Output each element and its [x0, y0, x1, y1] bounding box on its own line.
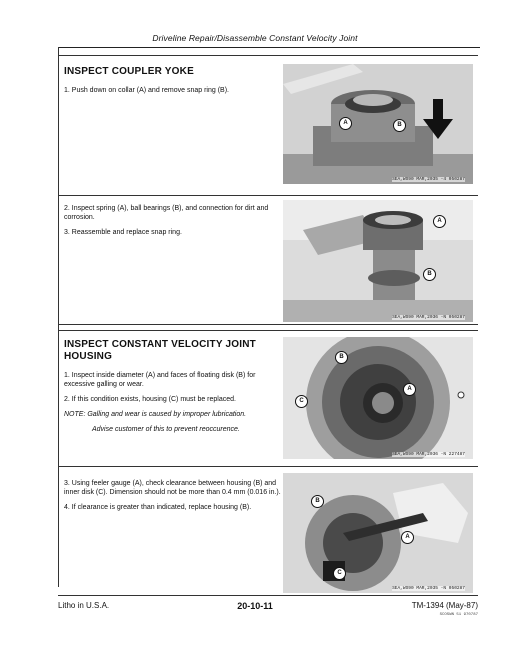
page-number: 20-10-11: [237, 601, 273, 611]
callout-c: C: [333, 567, 346, 580]
section-3-text: [64, 339, 282, 440]
callout-b: B: [393, 119, 406, 132]
section-1-title: INSPECT COUPLER YOKE: [64, 66, 194, 77]
spring-bearings-photo: [283, 200, 473, 322]
section-4-text: [64, 479, 282, 518]
section-2-text: [64, 204, 282, 243]
callout-a: A: [339, 117, 352, 130]
section-inspect-spring: [58, 195, 478, 325]
callout-c: C: [295, 395, 308, 408]
cv-housing-photo: [283, 337, 473, 459]
section-3-step-2: 2. If this condition exists, housing (C) must be replaced.: [64, 396, 236, 403]
photo-caption: SEA,WS90 MAR,2036 -N 227487: [392, 452, 465, 457]
callout-b: B: [335, 351, 348, 364]
photo-caption: SEA,WS90 MAR,2036 -N 050287: [392, 315, 465, 320]
callout-b: B: [311, 495, 324, 508]
footer-litho: Litho in U.S.A.: [58, 601, 110, 610]
callout-a: A: [401, 531, 414, 544]
coupler-yoke-photo: [283, 64, 473, 184]
feeler-gauge-photo: [283, 473, 473, 593]
manual-id: TM-1394 (May-87): [411, 601, 478, 610]
section-check-clearance: [58, 466, 478, 596]
section-2-step-3: 3. Reassemble and replace snap ring.: [64, 229, 182, 236]
callout-a: A: [433, 215, 446, 228]
callout-b: B: [423, 268, 436, 281]
callout-a: A: [403, 383, 416, 396]
section-3-note: NOTE: Galling and wear is caused by improper lubrication.: [64, 411, 247, 418]
header-rule: [58, 47, 480, 48]
section-4-step-3: 3. Using feeler gauge (A), check clearance between housing (B) and inner disk (C). Dimension should not be more than 0.4 mm (0.016 in.).: [64, 480, 281, 496]
section-3-note-advice: Advise customer of this to prevent reoccurence.: [92, 426, 240, 433]
page-header-title: Driveline Repair/Disassemble Constant Velocity Joint: [152, 33, 358, 43]
feeler-gauge-illustration: [283, 473, 473, 593]
cv-housing-illustration: [283, 337, 473, 459]
coupler-yoke-illustration: [283, 64, 473, 184]
photo-caption: SEA,WS90 MAR,2035 -N 050287: [392, 586, 465, 591]
section-1-step-1: 1. Push down on collar (A) and remove snap ring (B).: [64, 87, 229, 94]
photo-caption: SEA,WS90 MAR,2035 -4 050287: [392, 177, 465, 182]
section-inspect-coupler-yoke: [58, 55, 478, 189]
section-2-step-2: 2. Inspect spring (A), ball bearings (B), and connection for dirt and corrosion.: [64, 205, 269, 221]
footer-code: SCOSWN 51 970787: [439, 613, 478, 617]
section-1-text: [64, 66, 282, 101]
section-inspect-cv-joint-housing: [58, 330, 478, 461]
section-3-step-1: 1. Inspect inside diameter (A) and faces of floating disk (B) for excessive galling or wear.: [64, 372, 256, 388]
section-4-step-4: 4. If clearance is greater than indicated, replace housing (B).: [64, 504, 252, 511]
section-3-title: INSPECT CONSTANT VELOCITY JOINT HOUSING: [64, 339, 256, 362]
